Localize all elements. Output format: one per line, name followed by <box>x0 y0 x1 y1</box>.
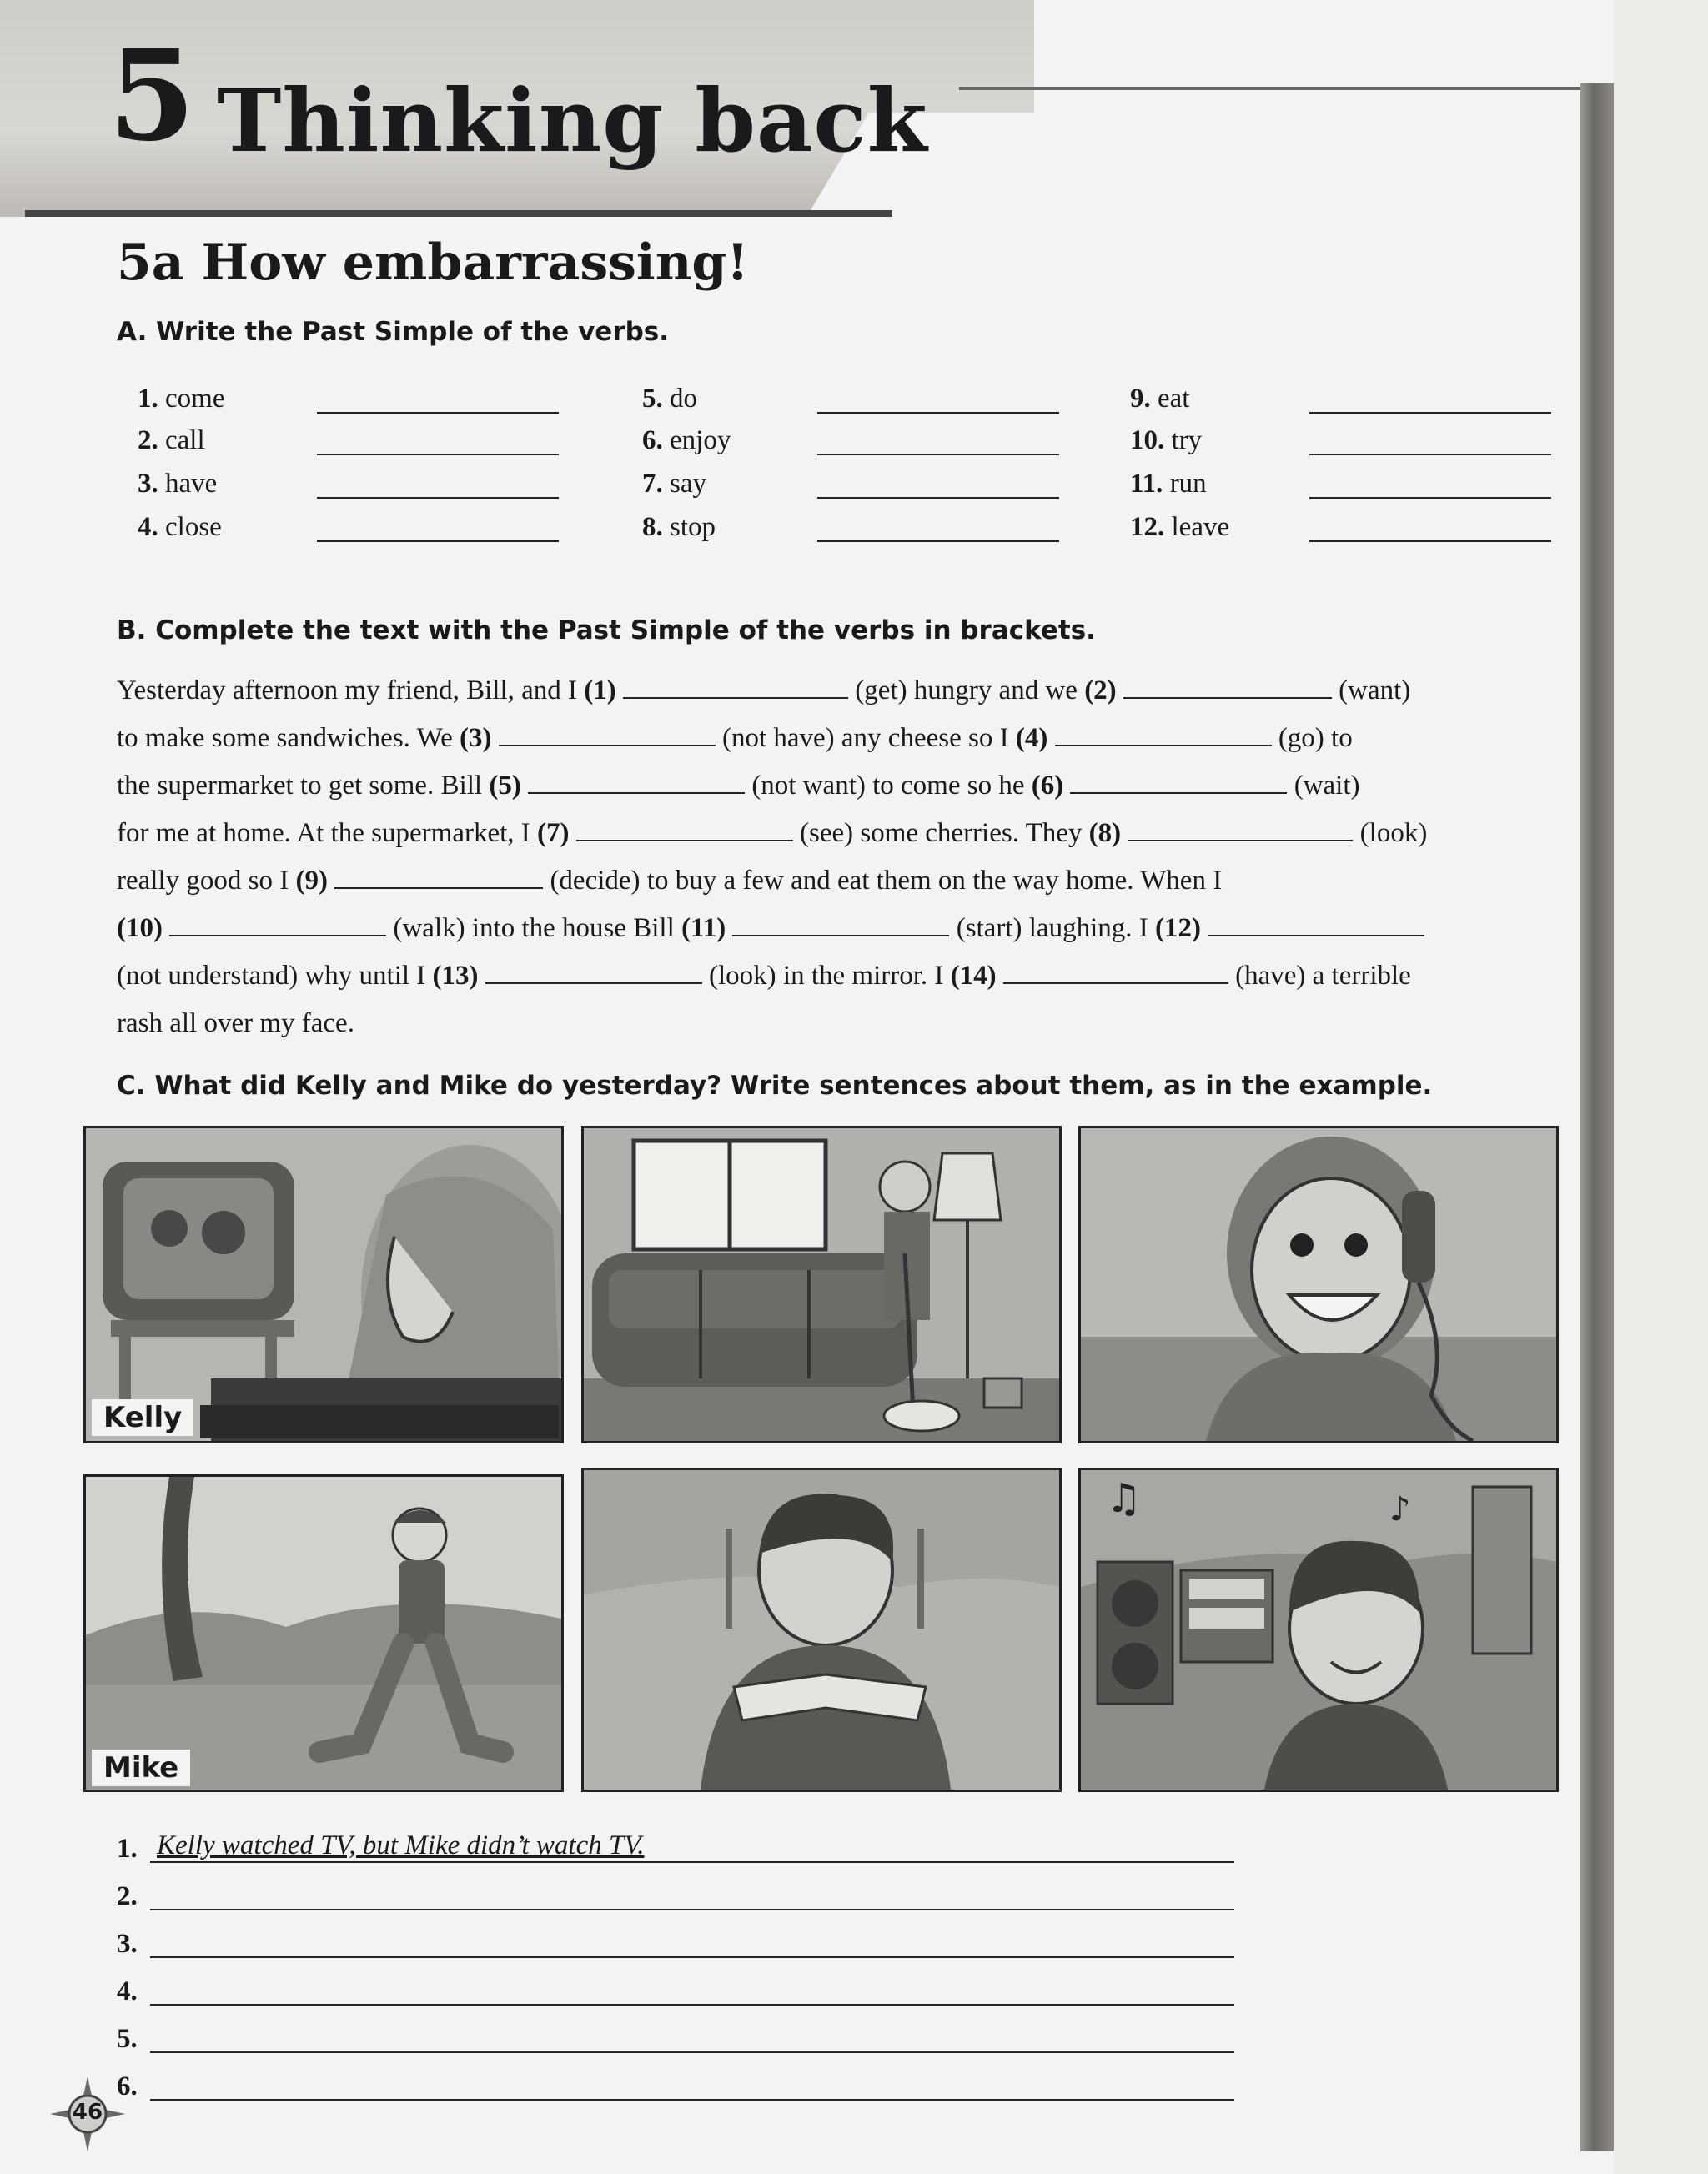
answer-line[interactable] <box>1309 540 1551 542</box>
answer-blank[interactable] <box>732 910 949 936</box>
page-number: 46 <box>72 2100 103 2125</box>
answer-line[interactable] <box>150 1909 1234 1910</box>
verb-item <box>138 424 205 457</box>
verb-item <box>1130 510 1229 544</box>
text-line: rash all over my face. <box>117 1008 354 1038</box>
verb-number: 11. <box>1130 469 1163 499</box>
answer-line[interactable] <box>817 454 1059 455</box>
text-line: really good so I (9) (decide) to buy a few and eat them on the way home. When I <box>117 857 1518 905</box>
verb-word: run <box>1169 469 1207 499</box>
verb-number: 10. <box>1130 425 1165 455</box>
verb-number: 12. <box>1130 512 1165 542</box>
verb-word: have <box>165 469 218 499</box>
answer-blank[interactable] <box>528 767 745 794</box>
answer-line[interactable] <box>1309 454 1551 455</box>
verb-item <box>642 467 706 500</box>
verb-word: call <box>165 425 205 455</box>
answer-number: 1. <box>117 1834 138 1864</box>
header-divider <box>25 210 892 217</box>
answer-blank[interactable] <box>1123 672 1332 699</box>
mike-label: Mike <box>92 1750 190 1786</box>
verb-word: come <box>165 384 225 414</box>
answer-line[interactable] <box>317 497 559 499</box>
verb-number: 5. <box>642 384 663 414</box>
text-line: to make some sandwiches. We (3) (not have) any cheese so I (4) (go) to <box>117 715 1518 762</box>
text-line: the supermarket to get some. Bill (5) (not want) to come so he (6) (wait) <box>117 762 1518 810</box>
kelly-phone-picture <box>1078 1126 1559 1443</box>
text-line: (10) (walk) into the house Bill (11) (start) laughing. I (12) <box>117 905 1518 952</box>
answer-line[interactable] <box>317 454 559 455</box>
answer-blank[interactable] <box>1055 720 1272 746</box>
answer-blank[interactable] <box>334 862 543 889</box>
answer-blank[interactable] <box>1070 767 1287 794</box>
answer-row <box>117 1874 1234 1914</box>
example-answer: Kelly watched TV, but Mike didn’t watch TV. <box>157 1830 645 1860</box>
answer-blank[interactable] <box>576 815 793 841</box>
answer-blank[interactable] <box>1208 910 1424 936</box>
verb-item <box>642 382 697 415</box>
chapter-title: Thinking back <box>217 69 928 172</box>
verb-word: eat <box>1158 384 1190 414</box>
answer-line[interactable] <box>1309 412 1551 414</box>
svg-text:♪: ♪ <box>1389 1490 1411 1529</box>
verb-number: 2. <box>138 425 158 455</box>
verb-number: 6. <box>642 425 663 455</box>
answer-line[interactable] <box>817 540 1059 542</box>
answer-line[interactable] <box>817 497 1059 499</box>
exercise-b-text <box>117 667 1518 1047</box>
kelly-label: Kelly <box>92 1399 193 1436</box>
verb-item <box>1130 467 1207 500</box>
verb-word: do <box>670 384 697 414</box>
answer-row <box>117 2064 1234 2104</box>
verb-number: 7. <box>642 469 663 499</box>
verb-item <box>1130 424 1202 457</box>
answer-blank[interactable] <box>169 910 386 936</box>
verb-word: stop <box>670 512 716 542</box>
answer-blank[interactable] <box>485 957 702 984</box>
verb-number: 1. <box>138 384 158 414</box>
mike-walking-picture <box>83 1474 564 1792</box>
answer-number: 5. <box>117 2024 138 2054</box>
answer-line[interactable] <box>150 2051 1234 2053</box>
answer-blank[interactable] <box>1128 815 1353 841</box>
answer-line[interactable] <box>150 1956 1234 1958</box>
answer-line[interactable] <box>150 2099 1234 2101</box>
verb-item <box>138 382 224 415</box>
answer-row <box>117 1921 1234 1961</box>
verb-item <box>642 424 731 457</box>
verb-item <box>1130 382 1189 415</box>
verb-item <box>642 510 716 544</box>
answer-number: 4. <box>117 1976 138 2006</box>
verb-word: say <box>670 469 706 499</box>
mike-music-picture <box>1078 1468 1559 1792</box>
kelly-cleaning-picture <box>581 1126 1062 1443</box>
verb-item <box>138 467 217 500</box>
answer-number: 2. <box>117 1881 138 1911</box>
answer-line[interactable] <box>317 540 559 542</box>
kelly-watching-tv-picture <box>83 1126 564 1443</box>
kelly-label-bar <box>200 1405 559 1438</box>
answer-row <box>117 1969 1234 2009</box>
answer-blank[interactable] <box>499 720 716 746</box>
verb-number: 3. <box>138 469 158 499</box>
answer-number: 6. <box>117 2071 138 2101</box>
verb-word: enjoy <box>670 425 731 455</box>
verb-number: 9. <box>1130 384 1151 414</box>
exercise-c-instruction: C. What did Kelly and Mike do yesterday? Write sentences about them, as in the example. <box>117 1071 1433 1101</box>
exercise-b-instruction: B. Complete the text with the Past Simple of the verbs in brackets. <box>117 615 1096 645</box>
verb-number: 4. <box>138 512 158 542</box>
verb-number: 8. <box>642 512 663 542</box>
exercise-a-instruction: A. Write the Past Simple of the verbs. <box>117 317 670 347</box>
page-binding-edge <box>1580 83 1614 2151</box>
text-line: (not understand) why until I (13) (look) in the mirror. I (14) (have) a terrible <box>117 952 1518 1000</box>
answer-line[interactable] <box>150 2004 1234 2006</box>
answer-row <box>117 1826 1234 1866</box>
answer-row <box>117 2016 1234 2056</box>
answer-blank[interactable] <box>623 672 848 699</box>
text-line: for me at home. At the supermarket, I (7) (see) some cherries. They (8) (look) <box>117 810 1518 857</box>
answer-line[interactable] <box>817 412 1059 414</box>
answer-line[interactable] <box>1309 497 1551 499</box>
mike-reading-picture <box>581 1468 1062 1792</box>
verb-word: try <box>1171 425 1203 455</box>
page-margin <box>1614 0 1708 2174</box>
verb-item <box>138 510 222 544</box>
verb-word: close <box>165 512 222 542</box>
answer-line[interactable] <box>150 1861 1234 1863</box>
text-line: Yesterday afternoon my friend, Bill, and I (1) (get) hungry and we (2) (want) <box>117 667 1518 715</box>
answer-blank[interactable] <box>1003 957 1228 984</box>
header-divider-upper <box>959 87 1626 90</box>
lesson-title: 5a How embarrassing! <box>117 233 749 292</box>
verb-word: leave <box>1171 512 1230 542</box>
answer-number: 3. <box>117 1929 138 1959</box>
svg-text:♫: ♫ <box>1106 1475 1143 1522</box>
chapter-number: 5 <box>108 23 196 169</box>
answer-line[interactable] <box>317 412 559 414</box>
